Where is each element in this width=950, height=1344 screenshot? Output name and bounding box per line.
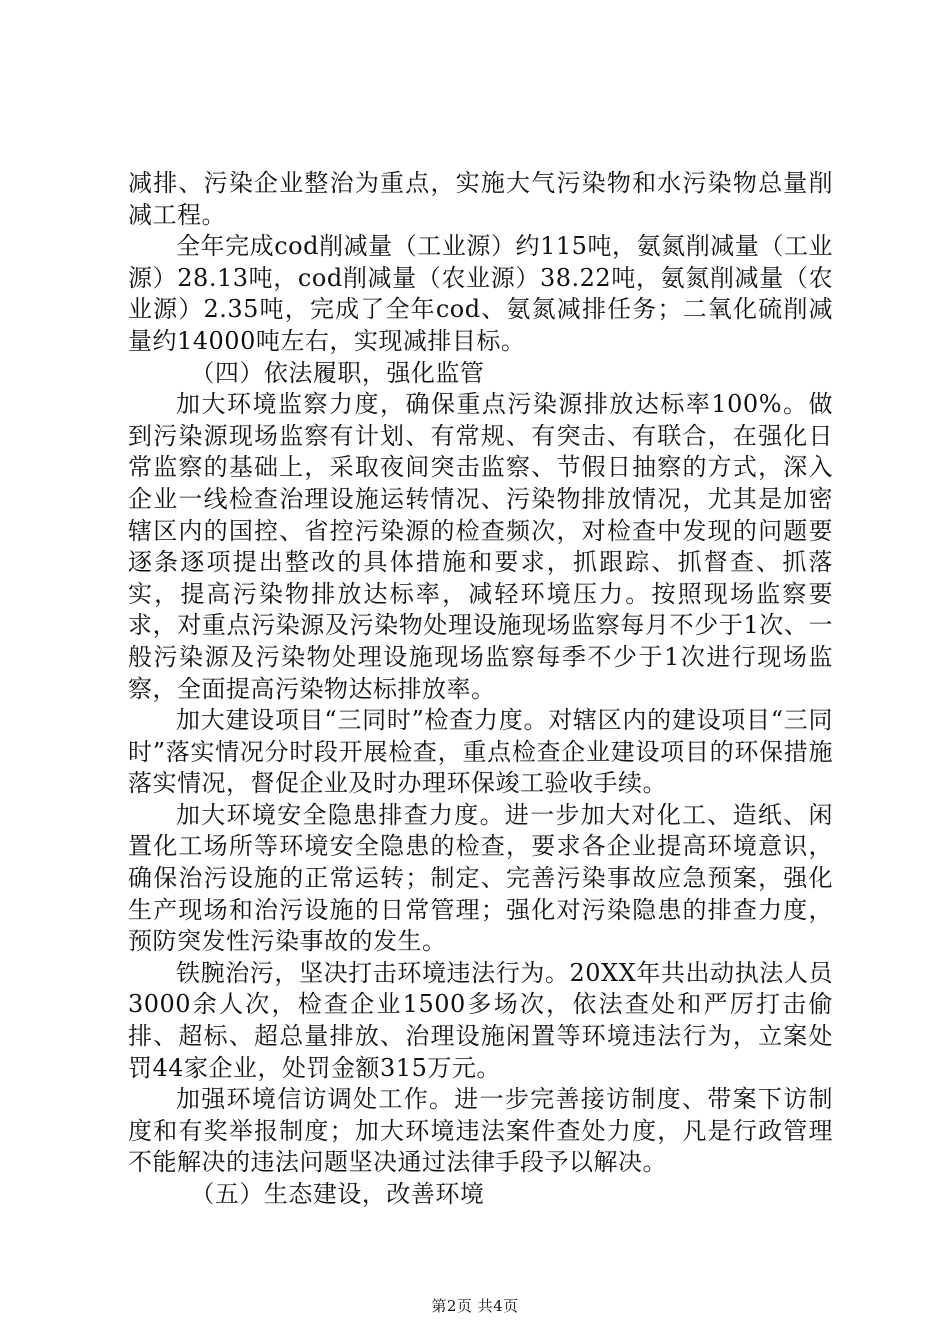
document-body <box>128 168 833 1211</box>
page-number-label: 第2页 共4页 <box>431 1297 519 1315</box>
section-heading-4: （四）依法履职，强化监管 <box>190 358 485 387</box>
paragraph-annual-reduction-results: 全年完成cod削减量（工业源）约115吨，氨氮削减量（工业源）28.13吨，cod削减量（农业源）38.22吨，氨氮削减量（农业源）2.35吨，完成了全年cod、氨氮减排任务；二氧化硫削减量约14000吨左右，实现减排目标。 <box>128 232 833 355</box>
paragraph-environmental-supervision: 加大环境监察力度，确保重点污染源排放达标率100%。做到污染源现场监察有计划、有常规、有突击、有联合，在强化日常监察的基础上，采取夜间突击监察、节假日抽察的方式，深入企业一线检查治理设施运转情况、污染物排放情况，尤其是加密辖区内的国控、省控污染源的检查频次，对检查中发现的问题要逐条逐项提出整改的具体措施和要求，抓跟踪、抓督查、抓落实，提高污染物排放达标率，减轻环境压力。按照现场监察要求，对重点污染源及污染物处理设施现场监察每月不少于1次、一般污染源及污染物处理设施现场监察每季不少于1次进行现场监察，全面提高污染物达标排放率。 <box>128 390 833 703</box>
paragraph-safety-hazard-inspection: 加大环境安全隐患排查力度。进一步加大对化工、造纸、闲置化工场所等环境安全隐患的检查，要求各企业提高环境意识，确保治污设施的正常运转；制定、完善污染事故应急预案，强化生产现场和治污设施的日常管理；强化对污染隐患的排查力度，预防突发性污染事故的发生。 <box>128 800 833 956</box>
paragraph-emission-reduction-continued: 减排、污染企业整治为重点，实施大气污染物和水污染物总量削减工程。 <box>128 169 833 229</box>
page-footer <box>0 1296 950 1316</box>
paragraph-petition-handling: 加强环境信访调处工作。进一步完善接访制度、带案下访制度和有奖举报制度；加大环境违法案件查处力度，凡是行政管理不能解决的违法问题坚决通过法律手段予以解决。 <box>128 1085 833 1177</box>
paragraph-three-simultaneous-inspection: 加大建设项目“三同时”检查力度。对辖区内的建设项目“三同时”落实情况分时段开展检查，重点检查企业建设项目的环保措施落实情况，督促企业及时办理环保竣工验收手续。 <box>128 706 833 798</box>
paragraph-law-enforcement: 铁腕治污，坚决打击环境违法行为。20XX年共出动执法人员3000余人次，检查企业1500多场次，依法查处和严厉打击偷排、超标、超总量排放、治理设施闲置等环境违法行为，立案处罚44家企业，处罚金额315万元。 <box>128 958 833 1082</box>
section-heading-5: （五）生态建设，改善环境 <box>190 1180 485 1208</box>
